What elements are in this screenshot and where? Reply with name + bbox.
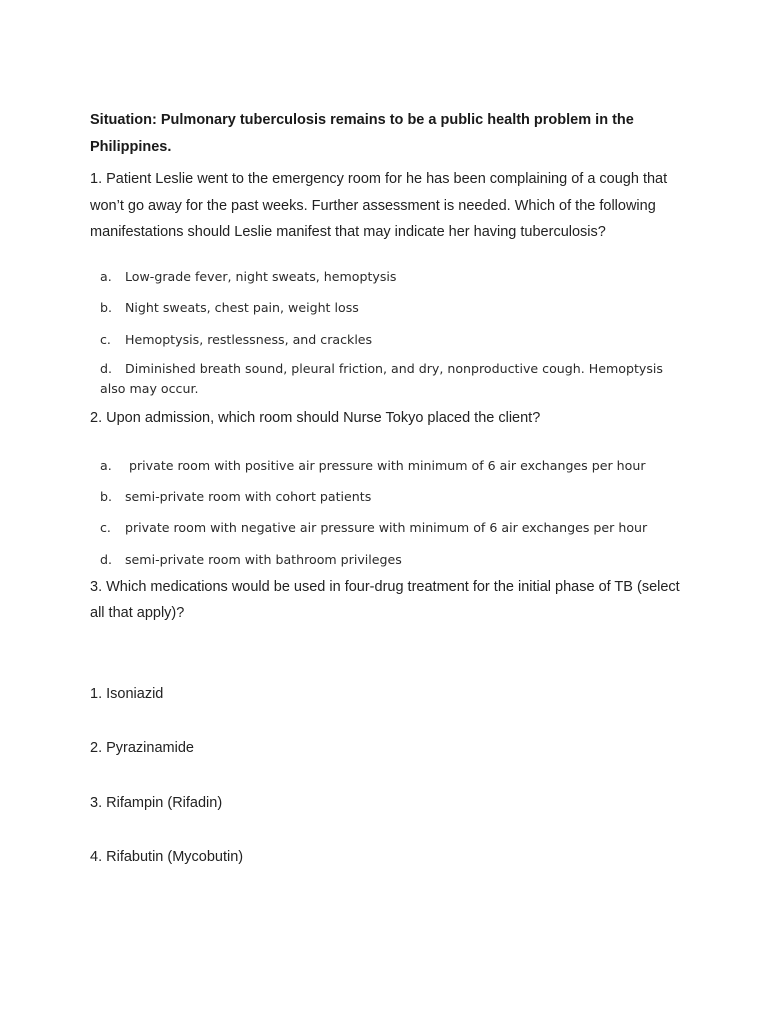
question-3: 3. Which medications would be used in four-drug treatment for the initial phase of TB (select all that apply)? [90, 578, 680, 622]
question-2: 2. Upon admission, which room should Nurse Tokyo placed the client? [90, 410, 541, 426]
option-letter: d. [100, 551, 112, 567]
option-item [90, 487, 690, 507]
medication-choice: 2. Pyrazinamide [90, 740, 194, 757]
option-item [90, 456, 690, 476]
option-text: semi-private room with bathroom privileges [125, 551, 402, 567]
option-letter: c. [100, 520, 111, 536]
question-3-choices [90, 681, 690, 871]
option-text: private room with negative air pressure with minimum of 6 air exchanges per hour [125, 520, 648, 536]
document-page [90, 107, 690, 898]
medication-choice: 4. Rifabutin (Mycobutin) [90, 848, 244, 865]
option-text: Diminished breath sound, pleural friction, and dry, nonproductive cough. Hemoptysis also may occur. [100, 361, 663, 396]
option-letter: a. [100, 457, 112, 473]
option-text: Night sweats, chest pain, weight loss [125, 300, 359, 316]
option-text: private room with positive air pressure with minimum of 6 air exchanges per hour [125, 457, 646, 473]
option-item [90, 267, 690, 287]
situation-heading: Situation: Pulmonary tuberculosis remains to be a public health problem in the Philippines. [90, 112, 634, 155]
option-item [90, 359, 690, 399]
option-item [90, 550, 690, 570]
option-text: Hemoptysis, restlessness, and crackles [125, 331, 373, 347]
option-item [90, 298, 690, 318]
medication-choice: 1. Isoniazid [90, 686, 164, 702]
medication-choice: 3. Rifampin (Rifadin) [90, 794, 223, 811]
question-1-options [90, 267, 690, 399]
option-item [90, 518, 690, 538]
option-text: Low-grade fever, night sweats, hemoptysis [125, 269, 397, 285]
option-item [90, 330, 690, 350]
option-text: semi-private room with cohort patients [125, 489, 372, 504]
option-letter: d. [100, 361, 112, 376]
question-1: 1. Patient Leslie went to the emergency room for he has been complaining of a cough that won’t go away for the past weeks. Further assessment is needed. Which of the following manifestations should Leslie manifest that may indicate her having tuberculosis? [90, 171, 668, 241]
question-2-options [90, 456, 690, 570]
option-letter: a. [100, 269, 112, 285]
option-letter: b. [100, 489, 112, 504]
option-letter: b. [100, 300, 112, 316]
option-letter: c. [100, 331, 111, 347]
